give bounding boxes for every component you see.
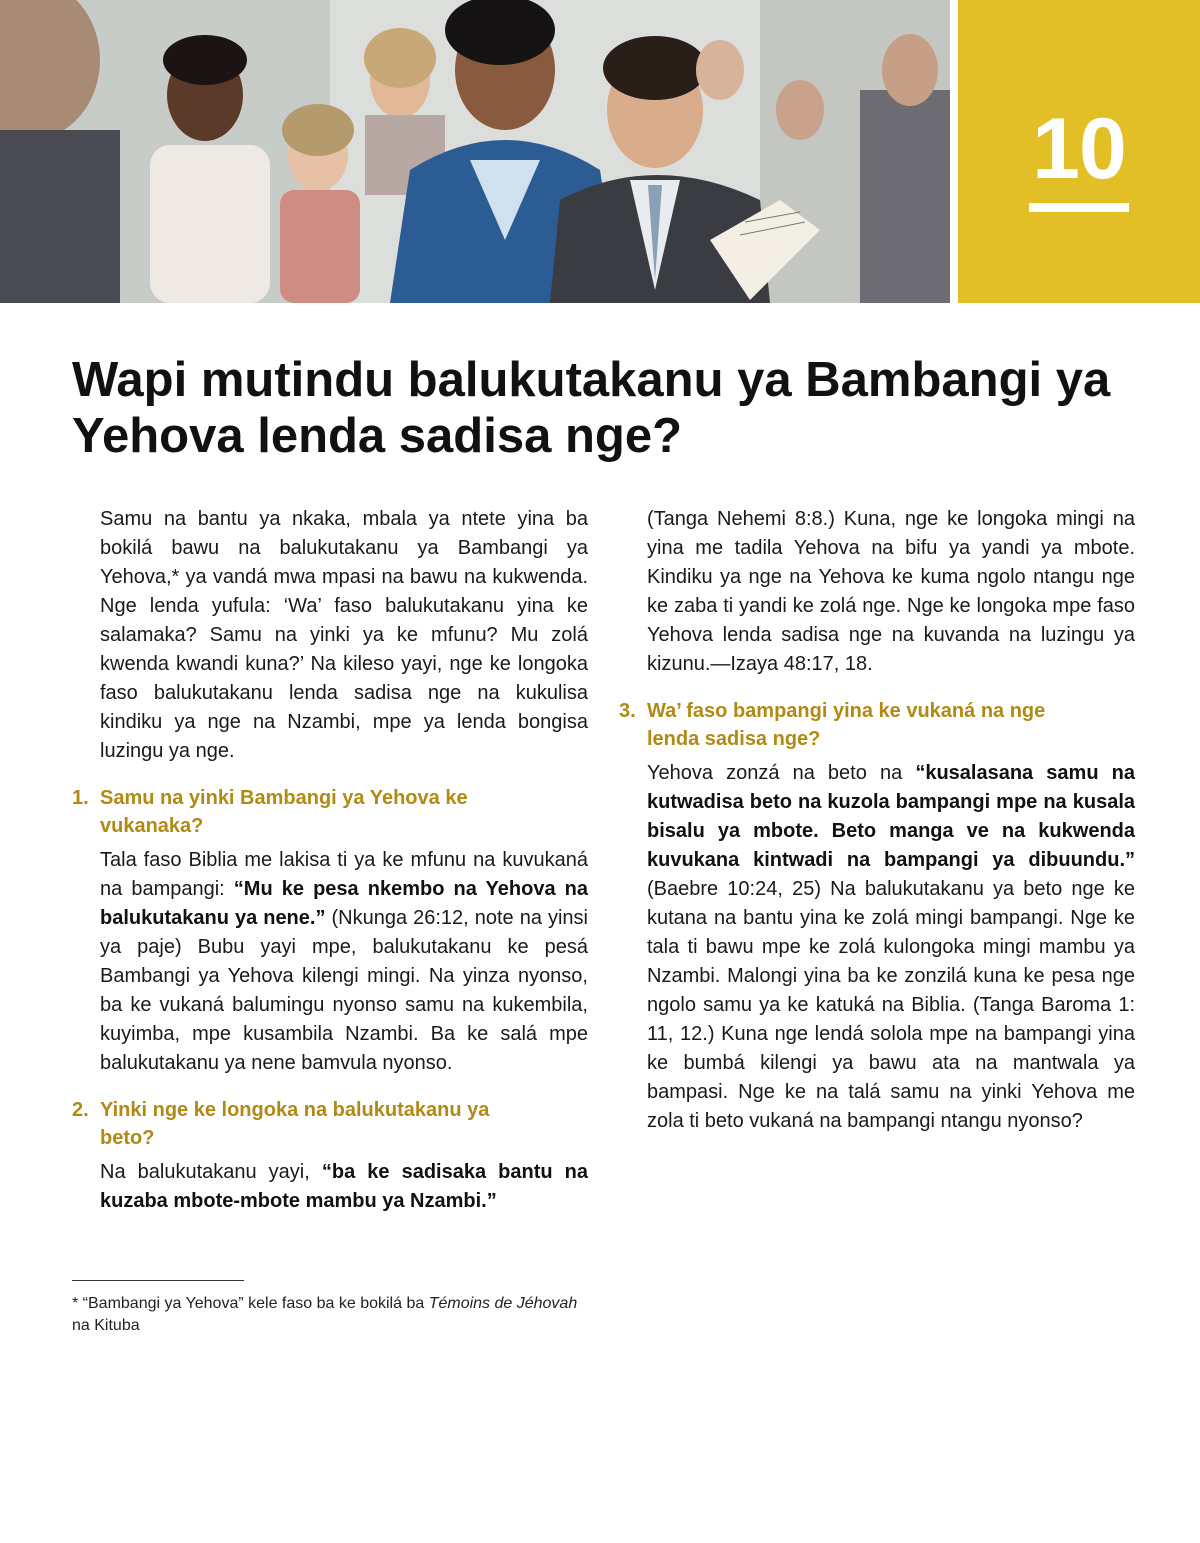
lesson-title: Wapi mutindu balukutakanu ya Bambangi ya Yehova lenda sadisa nge? <box>72 353 1111 463</box>
right-column <box>619 505 1135 1136</box>
answer-2-text: Na balukutakanu yayi, <box>100 1161 322 1183</box>
answer-1-paragraph <box>100 846 588 1078</box>
header-photo <box>0 0 950 303</box>
answer-3-bold: “kusalasana samu na kutwadisa beto na kuzola bampangi mpe na kusala bisalu ya mbote. Beto manga ve na kukwenda kuvukana kintwadi na bampangi ya dibuundu.” <box>647 762 1135 871</box>
question-3-number: 3. <box>619 700 636 722</box>
answer-1-text-cont: (Nkunga 26:12, note na yinsi ya paje) Bubu yayi mpe, balukutakanu ke pesá Bambangi ya Yehova kilengi mingi. Na yinza nyonso, ba ke vukaná balumingu nyonso samu na kukembila, kuyimba, mpe kusambila Nzambi. Ba ke salá mpe balukutakanu ya nene bamvula nyonso. <box>100 907 589 1074</box>
answer-3-paragraph <box>647 759 1135 1136</box>
footnote-text: * “Bambangi ya Yehova” kele faso ba ke bokilá ba <box>72 1295 429 1312</box>
footnote-italic: Témoins de Jéhovah <box>428 1295 578 1312</box>
question-1-text: Samu na yinki Bambangi ya Yehova ke vukanaka? <box>100 787 468 837</box>
answer-3-text-cont: (Baebre 10:24, 25) Na balukutakanu ya beto nge ke kutana na bantu yina ke zolá mingi bampangi. Nge ke tala ti bawu mpe ke zolá kulongoka mingi mambu ya Nzambi. Malongi yina ba ke zonzilá kuna ke pesa nge ngolo samu ya ke katuká na Biblia. (Tanga Baroma 1: 11, 12.) Kuna nge lendá solola mpe na bampangi yina ke bumbá kilengi ya bawu ata na mantwala ya bampasi. Nge ke na talá samu na yinki Yehova me zola ti beto vukaná na bampangi ntangu nyonso? <box>647 878 1135 1132</box>
intro-paragraph: Samu na bantu ya nkaka, mbala ya ntete yina ba bokilá bawu na balukutakanu ya Bambangi ya Yehova,* ya vandá mwa mpasi na bawu na kukwenda. Nge lenda yufula: ‘Wa’ faso balukutakanu yina ke salamaka? Samu na yinki ya ke mfunu? Mu zolá kwenda kwandi kuna?’ Na kileso yayi, nge ke longoka faso balukutakanu lenda sadisa nge na kukulisa kindiku ya nge na Nzambi, mpe ya lenda bongisa luzingu ya nge. <box>100 508 588 762</box>
answer-2-bold: “ba ke sadisaka bantu na kuzaba mbote-mbote mambu ya Nzambi.” <box>100 1161 588 1212</box>
question-1 <box>72 784 588 840</box>
answer-3-text: Yehova zonzá na beto na <box>647 762 916 784</box>
question-2-number: 2. <box>72 1099 89 1121</box>
question-2 <box>72 1096 588 1152</box>
lesson-number-underline <box>1029 203 1129 212</box>
lesson-number-badge <box>958 0 1200 303</box>
question-2-text: Yinki nge ke longoka na balukutakanu ya beto? <box>100 1099 490 1149</box>
answer-1-bold: “Mu ke pesa nkembo na Yehova na balukutakanu ya nene.” <box>100 878 588 929</box>
answer-2-paragraph-start <box>100 1158 588 1216</box>
question-3-text: Wa’ faso bampangi yina ke vukaná na nge lenda sadisa nge? <box>647 700 1046 750</box>
congregation-photo-illustration <box>0 0 950 303</box>
answer-2-paragraph-cont: (Tanga Nehemi 8:8.) Kuna, nge ke longoka mingi na yina me tadila Yehova na bifu ya yandi ya mbote. Kindiku ya nge na Yehova ke kuma ngolo ntangu nge ke zaba ti yandi ke zolá nge. Nge ke longoka mpe faso Yehova lenda sadisa nge na kuvanda na luzingu ya kizunu.—Izaya 48:17, 18. <box>647 508 1135 675</box>
left-column <box>72 505 589 1216</box>
lesson-number: 10 <box>1032 101 1126 197</box>
answer-1-text: Tala faso Biblia me lakisa ti ya ke mfunu na kuvukaná na bampangi: <box>100 849 588 900</box>
footnote-divider <box>72 1280 244 1281</box>
footnote-text-end: na Kituba <box>72 1317 140 1334</box>
footnote <box>72 1293 592 1337</box>
question-3 <box>619 697 1135 753</box>
question-1-number: 1. <box>72 787 89 809</box>
